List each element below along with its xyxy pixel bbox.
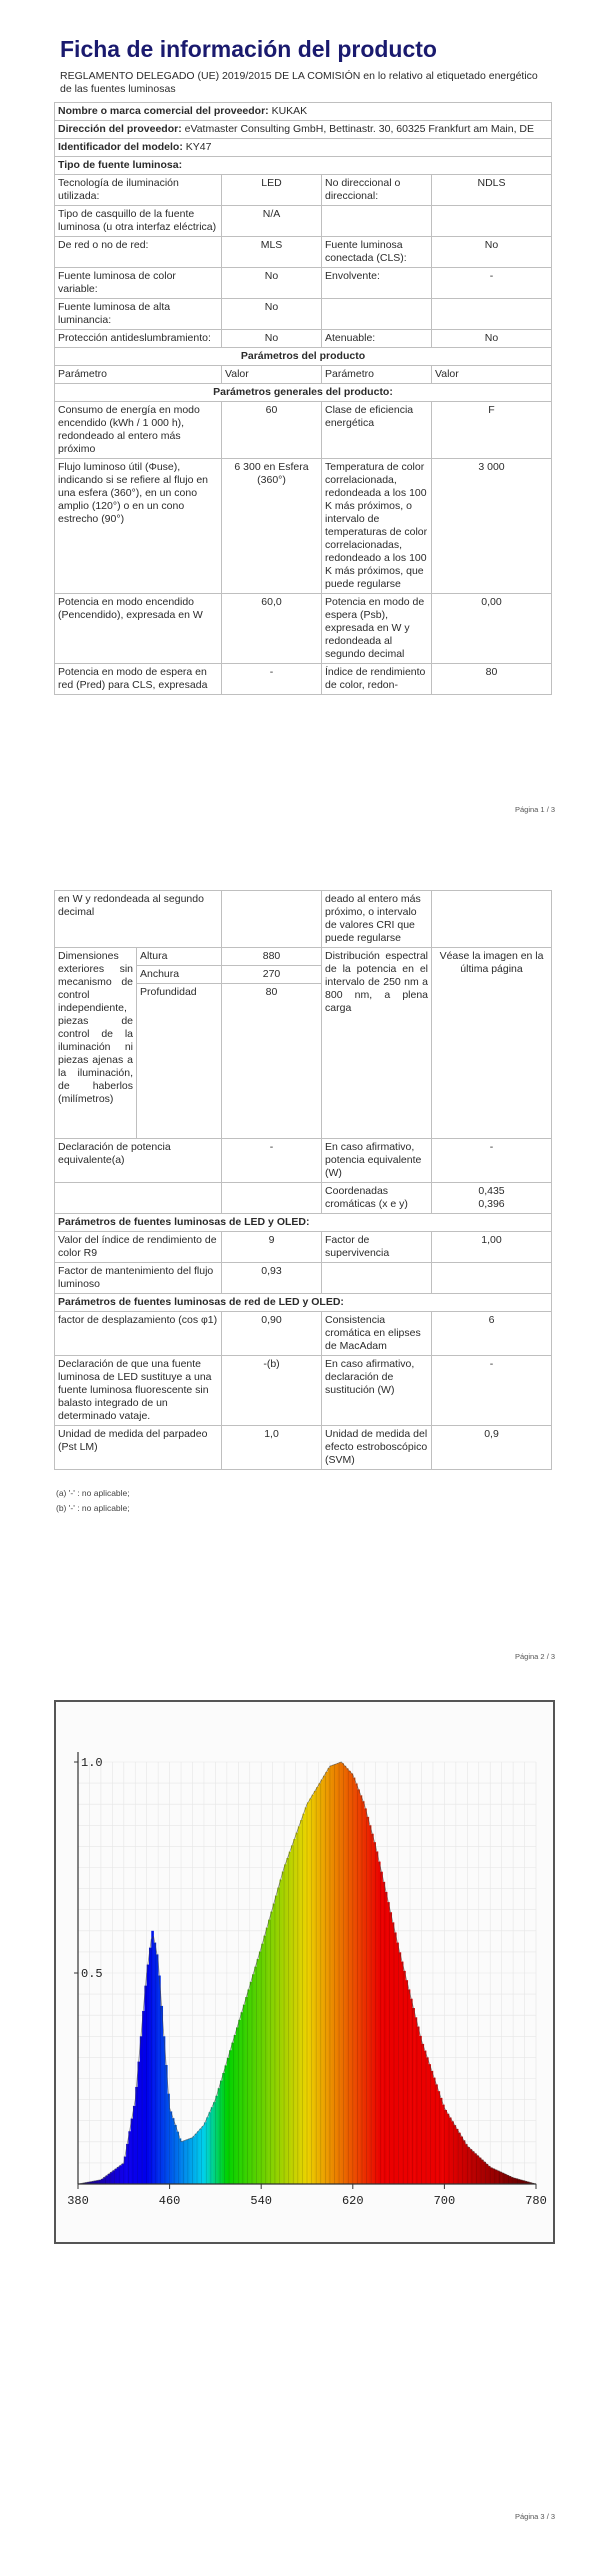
cell: Factor de supervivencia xyxy=(322,1232,432,1263)
spectrum-bar xyxy=(417,2027,420,2184)
spectrum-bar xyxy=(499,2172,502,2184)
header-cell: Valor xyxy=(222,366,322,384)
spectrum-bar xyxy=(147,1965,150,2184)
spectrum-bar xyxy=(476,2156,479,2184)
cell xyxy=(432,891,552,948)
spectrum-bar xyxy=(266,1928,269,2184)
spectrum-bar xyxy=(252,1974,255,2184)
cell: -(b) xyxy=(222,1356,322,1426)
mains-heading-row xyxy=(55,1294,552,1312)
spectrum-bar xyxy=(275,1896,278,2184)
spectrum-bar xyxy=(128,2131,131,2184)
regulation-subtitle: REGLAMENTO DELEGADO (UE) 2019/2015 DE LA COMISIÓN en lo relativo al etiquetado energético de las fuentes luminosas xyxy=(60,70,538,95)
spectrum-bar xyxy=(193,2136,196,2184)
spectrum-bar xyxy=(509,2176,512,2184)
table-row xyxy=(55,402,552,459)
spectrum-bar xyxy=(312,1795,315,2184)
spectrum-bar xyxy=(481,2160,484,2184)
param-header-row xyxy=(55,366,552,384)
y-tick-label: 0.5 xyxy=(81,1967,103,1981)
cell: Fuente luminosa conectada (CLS): xyxy=(322,237,432,268)
cell: Temperatura de color correlacionada, redondeada a los 100 K más próximos, o intervalo de temperaturas de color correlacionadas, redondeado a los 100 K más próximos, que puede regularse xyxy=(322,459,432,594)
cell: 0,93 xyxy=(222,1263,322,1294)
spectrum-bar xyxy=(334,1764,337,2184)
spectrum-bar xyxy=(504,2174,507,2184)
spectrum-bar xyxy=(362,1801,365,2184)
table-row xyxy=(55,1263,552,1294)
cell: Factor de mantenimiento del flujo luminoso xyxy=(55,1263,222,1294)
spectrum-bar xyxy=(202,2126,205,2184)
table-row xyxy=(55,1426,552,1470)
cell: Declaración de que una fuente luminosa de LED sustituye a una fuente luminosa fluorescente sin balasto integrado de un determinado vataje. xyxy=(55,1356,222,1426)
cell: Atenuable: xyxy=(322,330,432,348)
dimension-value: 270 xyxy=(222,966,322,984)
page-footer: Página 3 / 3 xyxy=(515,2512,556,2521)
spectrum-bar xyxy=(99,2180,102,2184)
spectrum-bar xyxy=(440,2098,443,2184)
cell: Clase de eficiencia energética xyxy=(322,402,432,459)
spectrum-bar xyxy=(261,1944,264,2184)
cell: NDLS xyxy=(432,175,552,206)
cell: Potencia en modo de espera en red (Pred) para CLS, expresada xyxy=(55,664,222,695)
cell: Índice de rendimiento de color, redon- xyxy=(322,664,432,695)
spectrum-bar xyxy=(412,2008,415,2184)
spectrum-bar xyxy=(215,2096,218,2184)
table-row xyxy=(55,1356,552,1426)
spectrum-bar xyxy=(243,2005,246,2184)
supplier-label: Nombre o marca comercial del proveedor: xyxy=(58,105,269,117)
cell: 0,9 xyxy=(432,1426,552,1470)
spectrum-bar xyxy=(490,2168,493,2184)
page-footer: Página 1 / 3 xyxy=(515,805,556,814)
product-info-table xyxy=(54,102,552,695)
spectrum-bar xyxy=(321,1780,324,2184)
cell: Consistencia cromática en elipses de MacAdam xyxy=(322,1312,432,1356)
equivalent-power-w-value: - xyxy=(432,1139,552,1183)
cell: N/A xyxy=(222,206,322,237)
cell: Flujo luminoso útil (Φuse), indicando si se refiere al flujo en una esfera (360°), en un cono amplio (120°) o en un cono estrecho (90°) xyxy=(55,459,222,594)
cell: F xyxy=(432,402,552,459)
cell: 9 xyxy=(222,1232,322,1263)
spectrum-bar xyxy=(463,2140,466,2184)
cell: factor de desplazamiento (cos φ1) xyxy=(55,1312,222,1356)
spectrum-bar xyxy=(238,2020,241,2184)
spectrum-bar xyxy=(357,1789,360,2184)
spectrum-bar xyxy=(211,2107,214,2184)
spectrum-bar xyxy=(495,2170,498,2184)
spectrum-bar xyxy=(467,2147,470,2184)
spectrum-bar xyxy=(422,2044,425,2184)
cell: Protección antideslumbramiento: xyxy=(55,330,222,348)
mains-params-heading: Parámetros de fuentes luminosas de red de LED y OLED: xyxy=(55,1294,552,1312)
table-row xyxy=(55,594,552,664)
table-row xyxy=(55,891,552,948)
cell: 60,0 xyxy=(222,594,322,664)
supplier-value: KUKAK xyxy=(271,105,308,117)
table-row xyxy=(55,206,552,237)
spectrum-bar xyxy=(234,2035,237,2184)
address-label: Dirección del proveedor: xyxy=(58,123,182,135)
spectrum-bar xyxy=(225,2065,228,2184)
header-cell: Parámetro xyxy=(322,366,432,384)
spectrum-bar xyxy=(119,2165,122,2184)
spectrum-bar xyxy=(367,1817,370,2184)
cell: De red o no de red: xyxy=(55,237,222,268)
cell: - xyxy=(222,664,322,695)
footnote-b: (b) '-' : no aplicable; xyxy=(56,1503,130,1513)
cell xyxy=(322,206,432,237)
spectrum-bar xyxy=(257,1959,260,2184)
cell: En caso afirmativo, declaración de sustitución (W) xyxy=(322,1356,432,1426)
spectrum-bar xyxy=(380,1872,383,2184)
footnote-a: (a) '-' : no aplicable; xyxy=(56,1488,130,1498)
cell: Tecnología de iluminación utilizada: xyxy=(55,175,222,206)
page-title: Ficha de información del producto xyxy=(60,36,437,62)
general-params-heading: Parámetros generales del producto: xyxy=(55,384,552,402)
table-row xyxy=(55,299,552,330)
model-row xyxy=(55,139,552,157)
equivalent-power-w-label: En caso afirmativo, potencia equivalente (W) xyxy=(322,1139,432,1183)
spectral-power-chart xyxy=(56,1702,553,2242)
x-tick-label: 780 xyxy=(525,2194,547,2208)
spectrum-bar xyxy=(394,1932,397,2184)
spectral-label: Distribución espectral de la potencia en el intervalo de 250 nm a 800 nm, a plena carga xyxy=(322,948,432,1139)
spectrum-bar xyxy=(229,2050,232,2184)
spectrum-bar xyxy=(298,1826,301,2184)
cell: No xyxy=(432,330,552,348)
spectrum-bar xyxy=(376,1851,379,2184)
spectrum-bar xyxy=(486,2164,489,2184)
cell xyxy=(432,1263,552,1294)
cell: 0,90 xyxy=(222,1312,322,1356)
equivalent-power-value: - xyxy=(222,1139,322,1183)
dimensions-label: Dimensiones exteriores sin mecanismo de control independiente, piezas de control de la iluminación ni piezas ajenas a la iluminación, de haberlos (milímetros) xyxy=(55,948,137,1139)
cell: Potencia en modo encendido (Pencendido), expresada en W xyxy=(55,594,222,664)
table-row xyxy=(55,237,552,268)
spectrum-bar xyxy=(105,2176,108,2184)
spectrum-bar xyxy=(170,2111,173,2184)
table-row xyxy=(55,175,552,206)
dimension-value: 80 xyxy=(222,984,322,1139)
address-value: eVatmaster Consulting GmbH, Bettinastr. 30, 60325 Frankfurt am Main, DE xyxy=(184,123,535,135)
table-row xyxy=(55,1232,552,1263)
spectrum-bar xyxy=(197,2131,200,2184)
supplier-row xyxy=(55,103,552,121)
table-row xyxy=(55,459,552,594)
cell: MLS xyxy=(222,237,322,268)
cell: 80 xyxy=(432,664,552,695)
x-tick-label: 460 xyxy=(158,2194,181,2208)
spectrum-bar xyxy=(458,2133,461,2184)
cell: 6 xyxy=(432,1312,552,1356)
spectrum-bar xyxy=(353,1778,356,2184)
cell: deado al entero más próximo, o intervalo de valores CRI que puede regularse xyxy=(322,891,432,948)
spectrum-bar xyxy=(472,2151,475,2184)
spectrum-bar xyxy=(325,1772,328,2184)
spectrum-bar xyxy=(426,2057,429,2184)
product-params-heading-row xyxy=(55,348,552,366)
dimension-name: Altura xyxy=(137,948,222,966)
cell: Envolvente: xyxy=(322,268,432,299)
dimension-name: Profundidad xyxy=(137,984,222,1139)
cell: No xyxy=(222,268,322,299)
cell: No xyxy=(432,237,552,268)
cell: 1,00 xyxy=(432,1232,552,1263)
spectrum-bar xyxy=(142,2011,145,2184)
cell: Unidad de medida del parpadeo (Pst LM) xyxy=(55,1426,222,1470)
spectrum-bar xyxy=(284,1864,287,2184)
spectrum-bar xyxy=(403,1971,406,2184)
cell xyxy=(222,891,322,948)
spectrum-bar xyxy=(188,2139,191,2184)
table-row xyxy=(55,268,552,299)
spectrum-bar xyxy=(302,1814,305,2184)
cell: Tipo de casquillo de la fuente luminosa (u otra interfaz eléctrica) xyxy=(55,206,222,237)
cell: Consumo de energía en modo encendido (kWh / 1 000 h), redondeado al entero más próximo xyxy=(55,402,222,459)
spectrum-bar xyxy=(339,1762,342,2184)
spectrum-bar xyxy=(293,1839,296,2184)
dimension-value: 880 xyxy=(222,948,322,966)
dimension-name: Anchura xyxy=(137,966,222,984)
spectrum-bar xyxy=(220,2081,223,2184)
spectrum-bar xyxy=(280,1880,283,2184)
cell xyxy=(55,1183,222,1214)
spectrum-bar xyxy=(110,2172,113,2184)
cell: 60 xyxy=(222,402,322,459)
x-tick-label: 380 xyxy=(67,2194,89,2208)
spectrum-bar xyxy=(307,1802,310,2184)
cell: No xyxy=(222,330,322,348)
spectrum-bar xyxy=(183,2141,186,2184)
product-info-table-continued xyxy=(54,890,552,1470)
table-row xyxy=(55,330,552,348)
led-heading-row xyxy=(55,1214,552,1232)
spectrum-bar xyxy=(156,1954,159,2184)
product-params-heading: Parámetros del producto xyxy=(55,348,552,366)
spectrum-bar xyxy=(151,1931,154,2184)
cell: No direccional o direccional: xyxy=(322,175,432,206)
spectrum-bar xyxy=(179,2138,182,2184)
spectral-value: Véase la imagen en la última página xyxy=(432,948,552,1139)
spectrum-bar xyxy=(408,1989,411,2184)
spectrum-bar xyxy=(399,1952,402,2184)
header-cell: Valor xyxy=(432,366,552,384)
spectral-chart-frame xyxy=(54,1700,555,2244)
cell: LED xyxy=(222,175,322,206)
cell xyxy=(322,299,432,330)
model-label: Identificador del modelo: xyxy=(58,141,183,153)
table-row xyxy=(55,664,552,695)
spectrum-bar xyxy=(289,1852,292,2184)
spectrum-bar xyxy=(174,2125,177,2184)
chromaticity-label: Coordenadas cromáticas (x e y) xyxy=(322,1183,432,1214)
cell: en W y redondeada al segundo decimal xyxy=(55,891,222,948)
table-row xyxy=(55,1183,552,1214)
spectrum-bar xyxy=(316,1787,319,2184)
spectrum-bar xyxy=(247,1989,250,2184)
spectrum-bar xyxy=(348,1771,351,2184)
cell: Unidad de medida del efecto estroboscópico (SVM) xyxy=(322,1426,432,1470)
model-value: KY47 xyxy=(185,141,212,153)
spectrum-bar xyxy=(449,2118,452,2184)
spectrum-bar xyxy=(385,1892,388,2184)
x-tick-label: 540 xyxy=(250,2194,273,2208)
address-row xyxy=(55,121,552,139)
cell xyxy=(432,299,552,330)
cell: Valor del índice de rendimiento de color R9 xyxy=(55,1232,222,1263)
header-cell: Parámetro xyxy=(55,366,222,384)
cell xyxy=(322,1263,432,1294)
chromaticity-value: 0,435 0,396 xyxy=(432,1183,552,1214)
cell: 1,0 xyxy=(222,1426,322,1470)
spectrum-bar xyxy=(160,2006,163,2184)
table-row xyxy=(55,1139,552,1183)
spectrum-bar xyxy=(513,2178,516,2184)
cell: 3 000 xyxy=(432,459,552,594)
spectrum-bar xyxy=(344,1766,347,2184)
general-params-heading-row xyxy=(55,384,552,402)
cell: No xyxy=(222,299,322,330)
x-tick-label: 700 xyxy=(433,2194,456,2208)
led-params-heading: Parámetros de fuentes luminosas de LED y OLED: xyxy=(55,1214,552,1232)
cell: Potencia en modo de espera (Psb), expresada en W y redondeada al segundo decimal xyxy=(322,594,432,664)
cell: 6 300 en Esfera (360°) xyxy=(222,459,322,594)
spectrum-bar xyxy=(431,2071,434,2184)
cell: - xyxy=(432,268,552,299)
cell: - xyxy=(432,1356,552,1426)
cell xyxy=(432,206,552,237)
cell: Fuente luminosa de color variable: xyxy=(55,268,222,299)
spectrum-bar xyxy=(133,2106,136,2184)
page-footer: Página 2 / 3 xyxy=(515,1652,556,1661)
spectrum-bar xyxy=(435,2084,438,2184)
x-tick-label: 620 xyxy=(341,2194,364,2208)
y-tick-label: 1.0 xyxy=(81,1756,103,1770)
spectrum-bar xyxy=(330,1766,333,2184)
cell: 0,00 xyxy=(432,594,552,664)
cell: Fuente luminosa de alta luminancia: xyxy=(55,299,222,330)
type-heading: Tipo de fuente luminosa: xyxy=(55,157,552,175)
spectrum-bar xyxy=(371,1834,374,2184)
spectrum-bar xyxy=(389,1912,392,2184)
spectrum-bar xyxy=(206,2117,209,2184)
spectrum-bar xyxy=(454,2125,457,2184)
spectrum-bar xyxy=(115,2169,118,2184)
spectrum-bar xyxy=(444,2110,447,2184)
equivalent-power-label: Declaración de potencia equivalente(a) xyxy=(55,1139,222,1183)
type-heading-row xyxy=(55,157,552,175)
spectrum-bar xyxy=(270,1912,273,2184)
cell xyxy=(222,1183,322,1214)
table-row xyxy=(55,948,552,966)
spectrum-bar xyxy=(138,2062,141,2184)
table-row xyxy=(55,1312,552,1356)
